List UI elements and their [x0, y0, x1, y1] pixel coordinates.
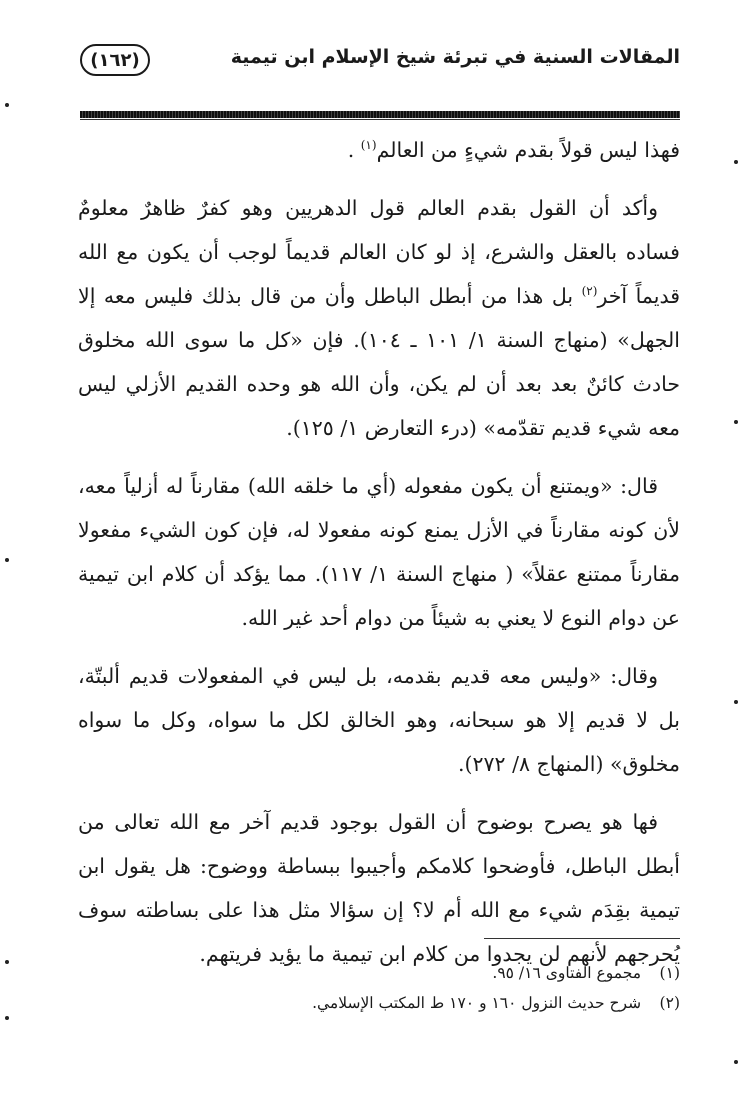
- paragraph: [78, 654, 680, 786]
- footnote-number: (١): [659, 964, 680, 982]
- scan-dot: [734, 420, 738, 424]
- header-rule-thin: [80, 119, 680, 120]
- footnote-ref: (٢): [581, 284, 598, 299]
- paragraph-text-after: بل هذا من أبطل الباطل وأن من قال بذلك فليس معه إلا الجهل» (منهاج السنة ١/ ١٠١ ـ ١٠٤). فإن «كل ما سوى الله مخلوق حادث كائنٌ بعد بعد أن لم يكن، وأن الله هو وحده القديم الأزلي ليس معه شيء قديم تقدّمه» (درء التعارض ١/ ١٢٥).: [78, 284, 680, 440]
- footnote-ref: (١): [360, 138, 377, 153]
- paragraph-text-after: .: [347, 138, 361, 162]
- paragraph-text: قال: «ويمتنع أن يكون مفعوله (أي ما خلقه الله) مقارناً له أزلياً معه، لأن كونه مقارناً في الأزل يمنع كونه مفعولا له، فإن كون الشيء مفعولا مقارناً ممتنع عقلاً» ( منهاج السنة ١/ ١١٧). مما يؤكد أن كلام ابن تيمية عن دوام النوع لا يعني به شيئاً من دوام أحد غير الله.: [78, 474, 680, 630]
- header-rule: [80, 111, 680, 118]
- footnotes: [80, 958, 680, 1018]
- scan-dot: [5, 1016, 9, 1020]
- paragraph: [78, 128, 680, 172]
- paragraph-text: وأكد أن القول بقدم العالم قول الدهريين وهو كفرٌ ظاهرٌ معلومٌ فساده بالعقل والشرع، إذ لو كان العالم قديماً لوجب أن يكون مع الله قديماً آخر: [78, 196, 680, 308]
- paragraph-text: فهذا ليس قولاً بقدم شيءٍ من العالم: [376, 138, 680, 162]
- running-title: المقالات السنية في تبرئة شيخ الإسلام ابن تيمية: [230, 46, 680, 68]
- paragraph-text: فها هو يصرح بوضوح أن القول بوجود قديم آخر مع الله تعالى من أبطل الباطل، فأوضحوا كلامكم وأجيبوا ببساطة ووضوح: هل يقول ابن تيمية بقِدَم شيء مع الله أم لا؟ إن سؤالا مثل هذا على بساطته سوف يُحرجهم لأنهم لن يجدوا من كلام ابن تيمية ما يؤيد فريتهم.: [78, 810, 680, 966]
- footnote-text: مجموع الفتاوى ١٦/ ٩٥.: [492, 964, 642, 982]
- body-text: [78, 128, 680, 990]
- scan-dot: [5, 960, 9, 964]
- scan-dot: [5, 558, 9, 562]
- paragraph-text: وقال: «وليس معه قديم بقدمه، بل ليس في المفعولات قديم ألبتّة، بل لا قديم إلا هو سبحانه، وهو الخالق لكل ما سواه، وكل ما سواه مخلوق» (المنهاج ٨/ ٢٧٢).: [78, 664, 680, 776]
- footnote-text: شرح حديث النزول ١٦٠ و ١٧٠ ط المكتب الإسلامي.: [312, 994, 642, 1012]
- scan-dot: [734, 700, 738, 704]
- scan-dot: [734, 1060, 738, 1064]
- footnote: [80, 988, 680, 1018]
- page-number: (١٦٢): [80, 44, 150, 76]
- footnote-number: (٢): [659, 994, 680, 1012]
- scan-dot: [5, 103, 9, 107]
- page-header: [80, 40, 680, 90]
- paragraph: [78, 464, 680, 640]
- footnote-separator: [484, 938, 680, 939]
- scan-dot: [734, 160, 738, 164]
- paragraph: [78, 186, 680, 450]
- footnote: [80, 958, 680, 988]
- paragraph: [78, 800, 680, 976]
